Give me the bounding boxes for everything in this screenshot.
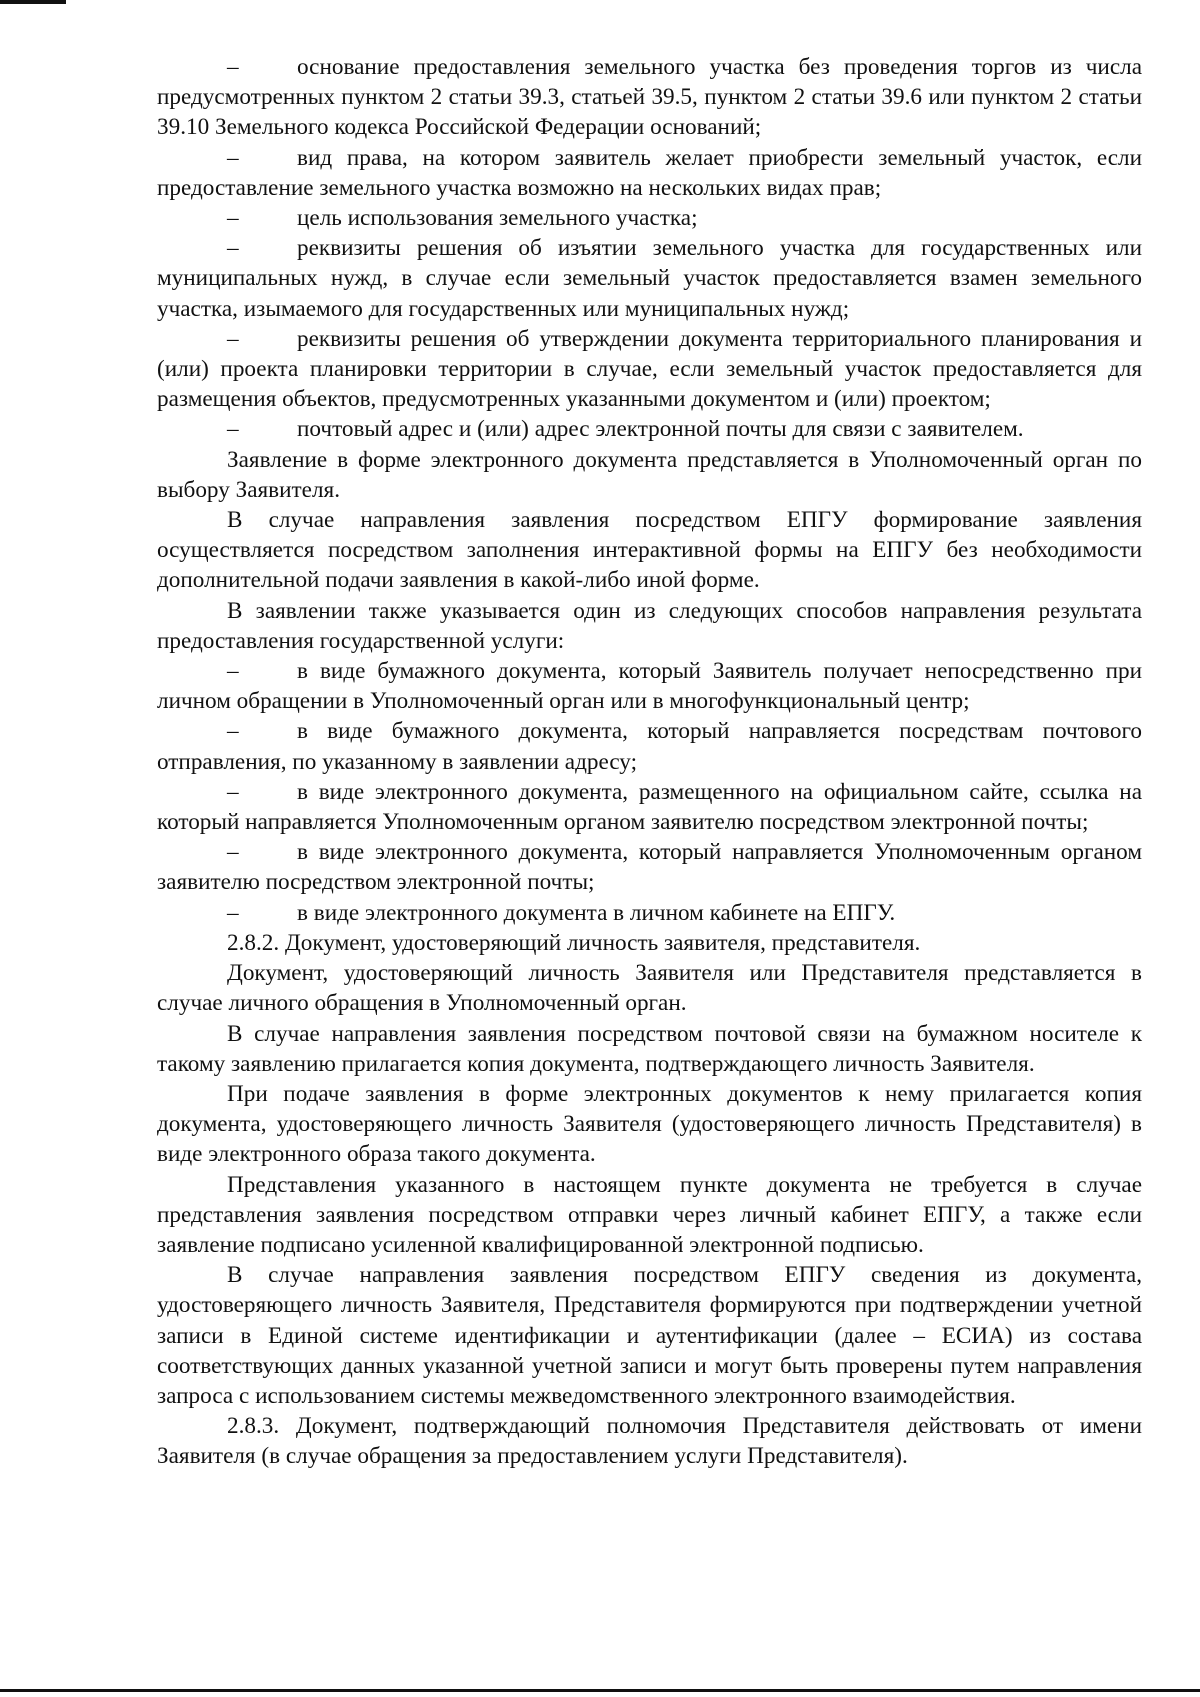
paragraph: Документ, удостоверяющий личность Заявителя или Представителя представляется в случае личного обращения в Уполномоченный орган. <box>157 960 1142 1017</box>
list-dash: – <box>227 839 239 866</box>
list-item-text: реквизиты решения об изъятии земельного участка для государственных или муниципальных нужд, в случае если земельный участок предоставляется взамен земельного участка, изымаемого для государственных или муниципальных нужд; <box>157 235 1142 322</box>
list-dash: – <box>227 416 239 443</box>
list-item-text: реквизиты решения об утверждении документа территориального планирования и (или) проекта планировки территории в случае, если земельный участок предоставляется для размещения объектов, предусмотренных указанными документом и (или) проектом; <box>157 325 1142 413</box>
paragraph: Заявление в форме электронного документа представляется в Уполномоченный орган по выбору Заявителя. <box>157 446 1142 503</box>
list-item <box>157 656 1142 716</box>
list-item <box>157 143 1142 203</box>
paragraph: В случае направления заявления посредством ЕПГУ сведения из документа, удостоверяющего личность Заявителя, Представителя формируются при подтверждении учетной записи в Единой системе идентификации и аутентификации (далее – ЕСИА) из состава соответствующих данных указанной учетной записи и могут быть проверены путем направления запроса с использованием системы межведомственного электронного взаимодействия. <box>157 1262 1142 1409</box>
list-item-text: цель использования земельного участка; <box>297 205 698 232</box>
list-item-text: в виде бумажного документа, который Заявитель получает непосредственно при личном обращении в Уполномоченный орган или в многофункциональный центр; <box>157 658 1142 715</box>
list-item <box>157 52 1142 143</box>
list-item <box>157 777 1142 837</box>
list-dash: – <box>227 205 239 232</box>
list-dash: – <box>227 658 239 685</box>
bottom-edge-rule <box>0 1689 1200 1692</box>
list-item <box>157 203 1142 233</box>
paragraph: В случае направления заявления посредством ЕПГУ формирование заявления осуществляется посредством заполнения интерактивной формы на ЕПГУ без необходимости дополнительной подачи заявления в какой-либо иной форме. <box>157 507 1142 594</box>
top-edge-mark <box>0 0 66 4</box>
list-dash: – <box>227 778 239 805</box>
list-item-text: в виде электронного документа, который направляется Уполномоченным органом заявителю посредством электронной почты; <box>157 839 1142 896</box>
document-page <box>157 52 1142 1472</box>
list-dash: – <box>227 718 239 745</box>
list-item-text: в виде электронного документа, размещенного на официальном сайте, ссылка на который направляется Уполномоченным органом заявителю посредством электронной почты; <box>157 778 1142 836</box>
list-item <box>157 414 1142 444</box>
list-dash: – <box>227 899 239 926</box>
list-item <box>157 233 1142 324</box>
list-dash: – <box>227 144 239 171</box>
list-dash: – <box>227 325 239 352</box>
paragraph: Представления указанного в настоящем пункте документа не требуется в случае представления заявления посредством отправки через личный кабинет ЕПГУ, а также если заявление подписано усиленной квалифицированной электронной подписью. <box>157 1171 1142 1258</box>
list-item <box>157 716 1142 776</box>
list-item <box>157 324 1142 415</box>
list-item <box>157 898 1142 928</box>
list-item-text: в виде бумажного документа, который направляется посредствам почтового отправления, по указанному в заявлении адресу; <box>157 718 1142 775</box>
paragraph: При подаче заявления в форме электронных документов к нему прилагается копия документа, удостоверяющего личность Заявителя (удостоверяющего личность Представителя) в виде электронного образа такого документа. <box>157 1080 1142 1168</box>
list-item-text: вид права, на котором заявитель желает приобрести земельный участок, если предоставление земельного участка возможно на нескольких видах прав; <box>157 144 1142 201</box>
list-item-text: основание предоставления земельного участка без проведения торгов из числа предусмотренных пунктом 2 статьи 39.3, статьей 39.5, пунктом 2 статьи 39.6 или пунктом 2 статьи 39.10 Земельного кодекса Российской Федерации оснований; <box>157 54 1142 141</box>
list-item-text: в виде электронного документа в личном кабинете на ЕПГУ. <box>297 899 896 926</box>
paragraph: В случае направления заявления посредством почтовой связи на бумажном носителе к такому заявлению прилагается копия документа, подтверждающего личность Заявителя. <box>157 1020 1142 1077</box>
section-heading-2-8-2: 2.8.2. Документ, удостоверяющий личность заявителя, представителя. <box>227 929 921 956</box>
list-item-text: почтовый адрес и (или) адрес электронной почты для связи с заявителем. <box>297 416 1024 443</box>
list-item <box>157 837 1142 897</box>
section-heading-2-8-3: 2.8.3. Документ, подтверждающий полномочия Представителя действовать от имени Заявителя (в случае обращения за предоставлением услуги Представителя). <box>157 1413 1142 1470</box>
paragraph: В заявлении также указывается один из следующих способов направления результата предоставления государственной услуги: <box>157 597 1142 654</box>
list-dash: – <box>227 235 239 262</box>
list-dash: – <box>227 54 239 80</box>
